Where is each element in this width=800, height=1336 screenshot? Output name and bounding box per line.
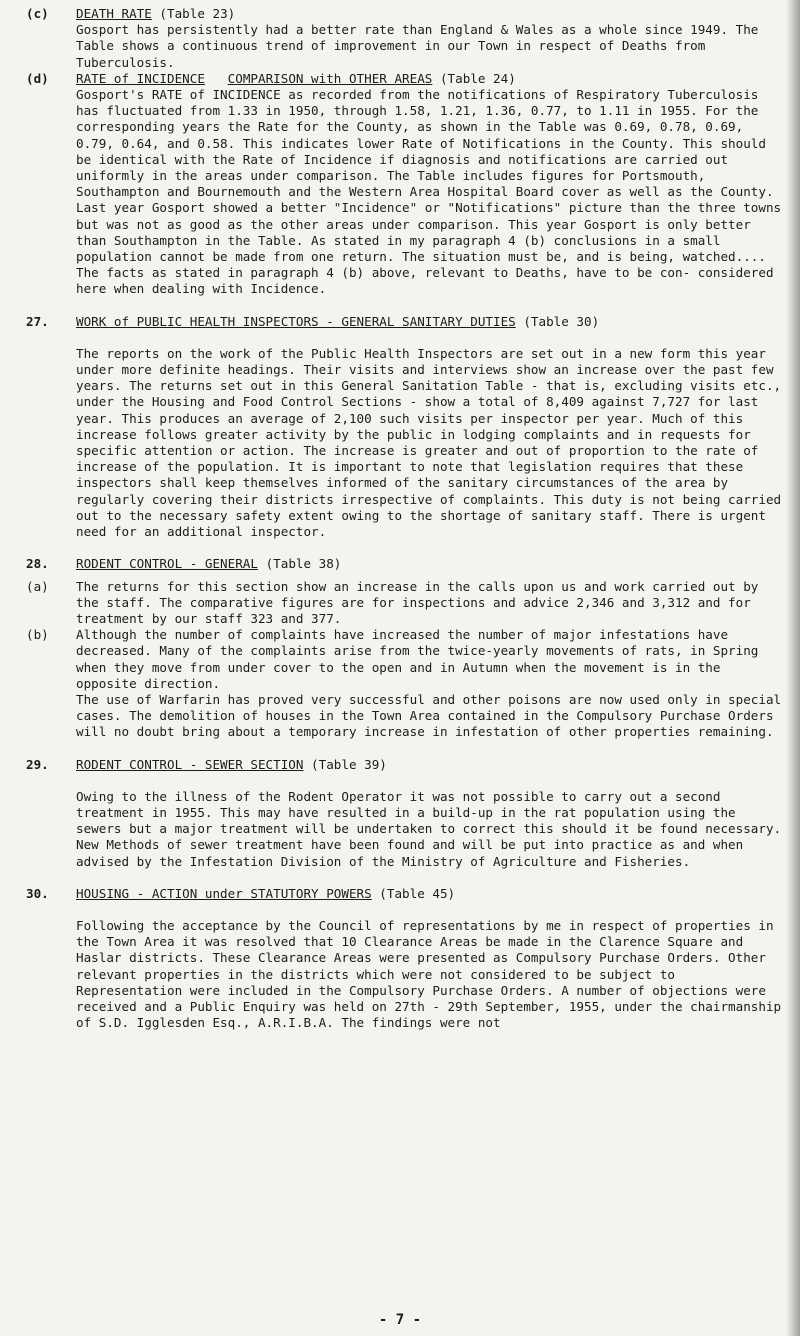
item-d-heading: RATE of INCIDENCE COMPARISON with OTHER AREAS (Table 24) bbox=[76, 70, 516, 86]
section-28-heading: RODENT CONTROL - GENERAL (Table 38) bbox=[76, 556, 342, 572]
section-27-text: The reports on the work of the Public Health Inspectors are set out in a new form this year under more definite headings. Their visits and interviews show an increase over the past few years. The returns set out in this General Sanitation Table - that is, excluding visits etc., under the Housing and Food Control Sections - show a total of 8,409 against 7,727 for last year. This produces an average of 2,100 such visits per inspector per year. Much of this increase follows greater activity by the public in lodging complaints and in requests for specific attention or action. The increase is greater and out of proportion to the rate of increase of the population. It is important to note that legislation requires that these inspectors shall keep themselves informed of the sanitary circumstances of the area by regularly covering their districts irrespective of complaints. This duty is not being carried out to the necessary safety extent owing to the shortage of sanitary staff. There is urgent need for an additional inspector. bbox=[76, 345, 782, 540]
item-d-label: (d) bbox=[26, 70, 49, 86]
section-30-text: Following the acceptance by the Council of representations by me in respect of properties in the Town Area it was resolved that 10 Clearance Areas be made in the Clarence Square and Haslar districts. These Clearance Areas were presented as Compulsory Purchase Orders. Other relevant properties in the districts which were not considered to be subject to Representation were included in the Compulsory Purchase Orders. A number of objections were received and a Public Enquiry was held on 27th - 29th September, 1955, under the chairmanship of S.D. Igglesden Esq., A.R.I.B.A. The findings were not bbox=[76, 917, 782, 1031]
item-c bbox=[26, 6, 782, 71]
section-29-heading: RODENT CONTROL - SEWER SECTION (Table 39) bbox=[76, 756, 387, 772]
section-28-b-text-2: The use of Warfarin has proved very successful and other poisons are now used only in special cases. The demolition of houses in the Town Area contained in the Compulsory Purchase Orders will no doubt bring about a temporary increase in infestation of other properties remaining. bbox=[76, 691, 782, 740]
item-d bbox=[26, 71, 782, 298]
item-c-text: Gosport has persistently had a better rate than England & Wales as a whole since 1949. The Table shows a continuous trend of improvement in our Town in respect of Deaths from Tuberculosis. bbox=[76, 22, 759, 70]
section-29-text: Owing to the illness of the Rodent Operator it was not possible to carry out a second treatment in 1955. This may have resulted in a build-up in the rat population using the sewers but a major treatment will be undertaken to correct this should it be found necessary. New Methods of sewer treatment have been found and will be put into practice as and when advised by the Infestation Division of the Ministry of Agriculture and Fisheries. bbox=[76, 788, 782, 869]
section-29 bbox=[26, 757, 782, 870]
page-edge-shadow bbox=[786, 0, 800, 1336]
section-28-b-label: (b) bbox=[26, 627, 49, 643]
section-30-heading: HOUSING - ACTION under STATUTORY POWERS (Table 45) bbox=[76, 885, 456, 901]
section-28-number: 28. bbox=[26, 556, 49, 572]
section-28-b-text: Although the number of complaints have increased the number of major infestations have decreased. Many of the complaints arise from the twice-yearly movements of rats, in Spring when they move from under cover to the open and in Autumn when the movement is in the opposite direction. bbox=[76, 627, 759, 691]
section-28-a-label: (a) bbox=[26, 578, 49, 594]
item-c-heading-underlined: DEATH RATE bbox=[76, 6, 152, 21]
section-27-heading: WORK of PUBLIC HEALTH INSPECTORS - GENERAL SANITARY DUTIES (Table 30) bbox=[76, 313, 600, 329]
section-28-a-text: The returns for this section show an increase in the calls upon us and work carried out by the staff. The comparative figures are for inspections and advice 2,346 and 3,312 and for treatment by our staff 323 and 377. bbox=[76, 578, 759, 626]
item-d-text: Gosport's RATE of INCIDENCE as recorded from the notifications of Respiratory Tuberculosis has fluctuated from 1.33 in 1950, through 1.58, 1.21, 1.36, 0.77, to 1.11 in 1955. For the corresponding years the Rate for the County, as shown in the Table was 0.69, 0.78, 0.69, 0.79, 0.64, and 0.58. This indicates lower Rate of Notifications in the County. This should be identical with the Rate of Incidence if diagnosis and notifications are carried out uniformly in the areas under comparison. The Table includes figures for Portsmouth, Southampton and Bournemouth and the Western Area Hospital Board cover as well as the County. Last year Gosport showed a better "Incidence" or "Notifications" picture than the three towns but was not as good as the other areas under comparison. This year Gosport is only better than Southampton in the Table. As stated in my paragraph 4 (b) conclusions in a small population cannot be made from one return. The situation must be, and is being, watched.... The facts as stated in paragraph 4 (b) above, relevant to Deaths, have to be con- considered here when dealing with Incidence. bbox=[76, 87, 782, 297]
section-27-number: 27. bbox=[26, 313, 49, 329]
item-c-heading: DEATH RATE (Table 23) bbox=[76, 6, 236, 21]
section-28-b bbox=[26, 627, 782, 740]
section-30 bbox=[26, 886, 782, 1032]
section-28 bbox=[26, 556, 782, 572]
page-number: - 7 - bbox=[378, 1312, 422, 1328]
section-28-a bbox=[26, 579, 782, 628]
section-30-number: 30. bbox=[26, 885, 49, 901]
section-29-number: 29. bbox=[26, 756, 49, 772]
item-c-label: (c) bbox=[26, 6, 49, 21]
section-27 bbox=[26, 314, 782, 541]
